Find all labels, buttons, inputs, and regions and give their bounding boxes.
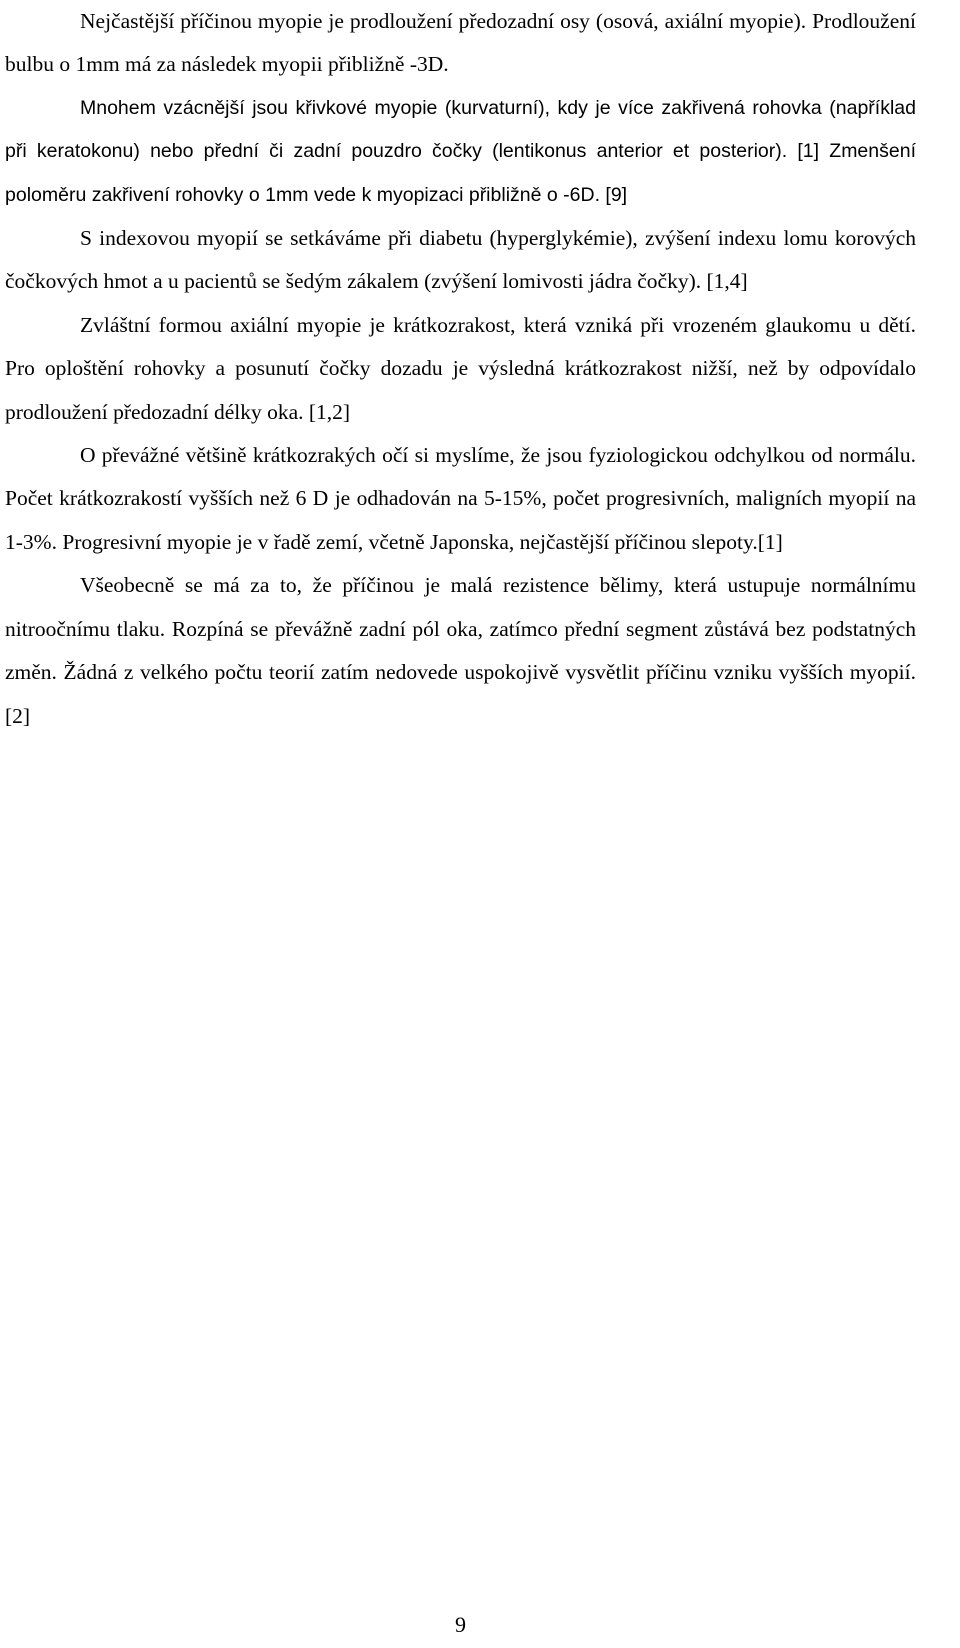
paragraph-curvature-myopia: Mnohem vzácnější jsou křivkové myopie (kurvaturní), kdy je více zakřivená rohovka (například při keratokonu) nebo přední či zadní pouzdro čočky (lentikonus anterior et posterior). [1] Zmenšení poloměru zakřivení rohovky o 1mm vede k myopizaci přibližně o -6D. [9] [5, 96, 916, 206]
text-body [5, 0, 916, 738]
paragraph-axial-myopia: Nejčastější příčinou myopie je prodloužení předozadní osy (osová, axiální myopie). Prodloužení bulbu o 1mm má za následek myopii přibližně -3D. [5, 9, 916, 77]
paragraph-sclera-resistance: Všeobecně se má za to, že příčinou je malá rezistence bělimy, která ustupuje normálnímu nitroočnímu tlaku. Rozpíná se převážně zadní pól oka, zatímco přední segment zůstává bez podstatných změn. Žádná z velkého počtu teorií zatím nedovede uspokojivě vysvětlit příčinu vzniku vyšších myopií. [2] [5, 573, 916, 728]
paragraph-progressive-myopia: O převážné většině krátkozrakých očí si myslíme, že jsou fyziologickou odchylkou od normálu. Počet krátkozrakostí vyšších než 6 D je odhadován na 5-15%, počet progresivních, maligních myopií na 1-3%. Progresivní myopie je v řadě zemí, včetně Japonska, nejčastější příčinou slepoty.[1] [5, 443, 916, 554]
paragraph-congenital-glaucoma: Zvláštní formou axiální myopie je krátkozrakost, která vzniká při vrozeném glaukomu u dětí. Pro oploštění rohovky a posunutí čočky dozadu je výsledná krátkozrakost nižší, než by odpovídalo prodloužení předozadní délky oka. [1,2] [5, 312, 916, 424]
page-number: 9 [455, 1612, 466, 1637]
paragraph-index-myopia: S indexovou myopií se setkáváme při diabetu (hyperglykémie), zvýšení indexu lomu korových čočkových hmot a u pacientů se šedým zákalem (zvýšení lomivosti jádra čočky). [1,4] [5, 226, 916, 294]
document-page [5, 0, 916, 1648]
